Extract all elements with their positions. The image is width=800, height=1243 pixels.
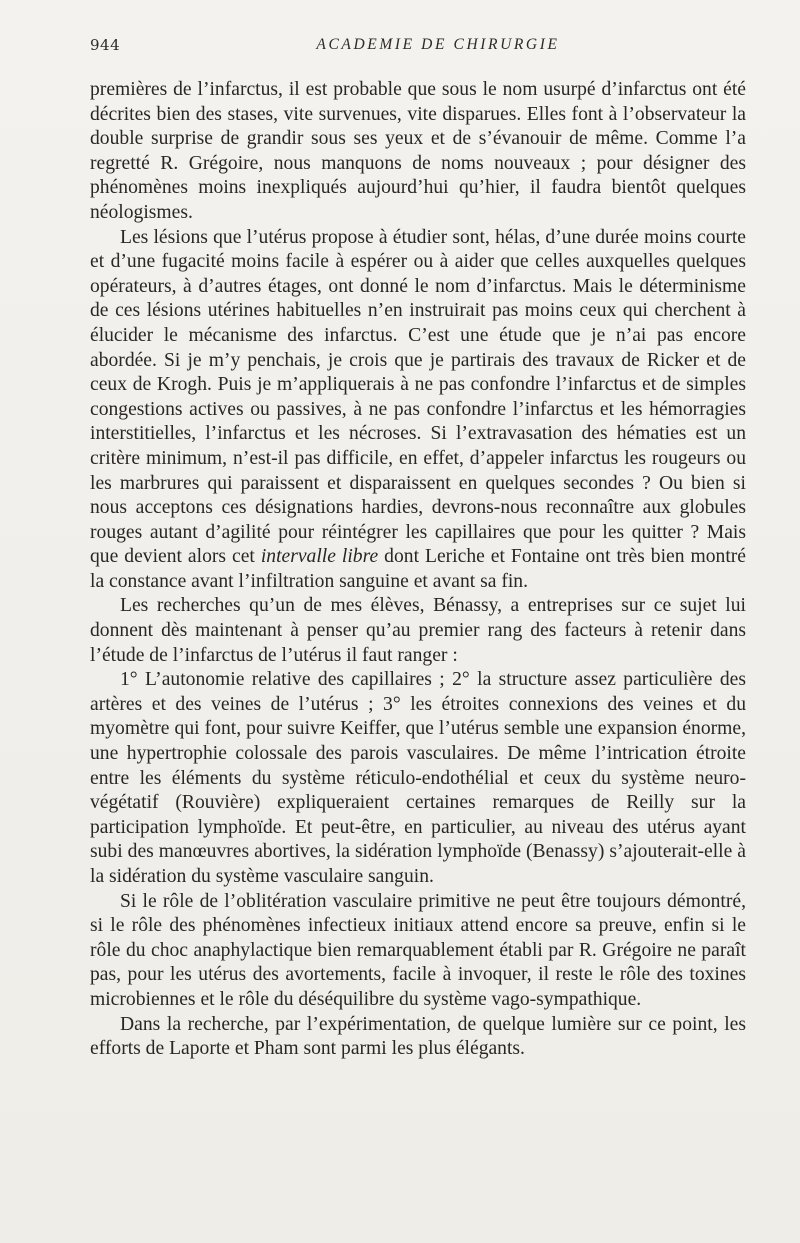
paragraph-1 <box>90 78 746 226</box>
paragraph-5-text: Si le rôle de l’oblitération vasculaire primitive ne peut être toujours démontré, si le rôle des phénomènes infectieux initiaux attend encore sa preuve, enfin si le rôle du choc anaphylactique bien remarquablement établi par R. Grégoire ne paraît pas, pour les utérus des avortements, facile à invoquer, il reste le rôle des toxines microbiennes et le rôle du déséquilibre du système vago-sympathique. <box>90 890 746 1010</box>
page-number: 944 <box>90 36 121 54</box>
body-text <box>90 78 746 1062</box>
paragraph-2-emphasis: intervalle libre <box>260 546 379 568</box>
paragraph-2 <box>90 226 746 595</box>
paragraph-6 <box>90 1013 746 1062</box>
paragraph-6-text: Dans la recherche, par l’expérimentation, de quelque lumière sur ce point, les efforts de Laporte et Pham sont parmi les plus élégants. <box>90 1013 746 1060</box>
running-title: ACADEMIE DE CHIRURGIE <box>316 36 560 53</box>
paragraph-1-text: premières de l’infarctus, il est probable que sous le nom usurpé d’infarctus ont été décrites bien des stases, vite survenues, vite disparues. Elles font à l’observateur la double surprise de grandir sous ses yeux et de s’évanouir de même. Comme l’a regretté R. Grégoire, nous manquons de noms nouveaux ; pour désigner des phénomènes moins inexpliqués aujourd’hui qu’hier, il faudra bientôt quelques néologismes. <box>90 79 746 223</box>
paragraph-3 <box>90 594 746 668</box>
paragraph-2-text-after: dont Leriche et Fontaine ont très bien montré la constance avant l’infiltration sanguine et avant sa fin. <box>90 546 746 592</box>
paragraph-5 <box>90 890 746 1013</box>
paragraph-4-text: 1° L’autonomie relative des capillaires ; 2° la structure assez particulière des artères et des veines de l’utérus ; 3° les étroites connexions des veines et du myomètre qui font, pour suivre Keiffer, que l’utérus semble une expansion énorme, une hypertrophie colossale des parois vasculaires. De même l’intrication étroite entre les éléments du système réticulo-endothélial et ceux du système neuro-végétatif (Rouvière) expliqueraient certaines remarques de Reilly sur la participation lymphoïde. Et peut-être, en particulier, au niveau des utérus ayant subi des manœuvres abortives, la sidération lymphoïde (Benassy) s’ajouterait-elle à la sidération du système vasculaire sanguin. <box>90 669 746 887</box>
paragraph-2-text: Les lésions que l’utérus propose à étudier sont, hélas, d’une durée moins courte et d’une fugacité moins facile à espérer ou à aider que celles auxquelles quelques opérateurs, à d’autres étages, ont donné le nom d’infarctus. Mais le déterminisme de ces lésions utérines habituelles n’en instruirait pas moins ceux qui cherchent à élucider le mécanisme des infarctus. C’est une étude que je n’ai pas encore abordée. Si je m’y penchais, je crois que je partirais des travaux de Ricker et de ceux de Krogh. Puis je m’appliquerais à ne pas confondre l’infarctus et de simples congestions actives ou passives, à ne pas confondre l’infarctus et les hémorragies interstitielles, l’infarctus et les nécroses. Si l’extravasation des hématies est un critère minimum, n’est-il pas difficile, en effet, d’appeler infarctus les rougeurs ou les marbrures qui paraissent et disparaissent en quelques secondes ? Ou bien si nous acceptons ces désignations hardies, devrons-nous reconnaître aux globules rouges autant d’agilité pour réintégrer les capillaires que pour les quitter ? Mais que devient alors cet <box>90 226 746 568</box>
paragraph-3-text: Les recherches qu’un de mes élèves, Bénassy, a entreprises sur ce sujet lui donnent dès maintenant à penser qu’au premier rang des facteurs à retenir dans l’étude de l’infarctus de l’utérus il faut ranger : <box>90 595 746 666</box>
running-header <box>90 36 746 58</box>
paragraph-4 <box>90 668 746 889</box>
